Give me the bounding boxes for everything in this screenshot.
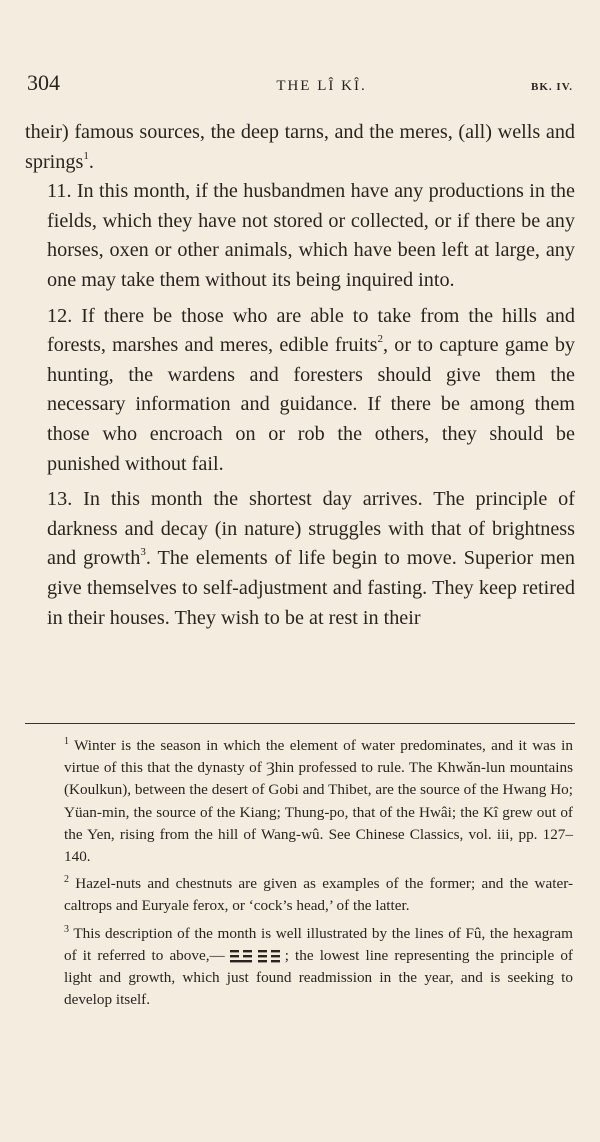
hexagram-broken-line-segment xyxy=(243,955,252,957)
hexagram-broken-line-segment xyxy=(258,955,267,957)
book-marker: BK. IV. xyxy=(531,81,573,93)
footnote-ref: 3 xyxy=(140,546,146,559)
footnote-mark: 2 xyxy=(64,874,69,886)
hexagram-icon xyxy=(228,946,282,964)
continuation-paragraph: their) famous sources, the deep tarns, and the meres, (all) wells and springs$^1$. xyxy=(25,121,576,173)
hexagram-broken-line-segment xyxy=(271,955,280,957)
footnote-mark: 1 xyxy=(64,736,69,747)
running-title: THE LÎ KÎ. xyxy=(276,78,367,94)
paragraph-11: 11. In this month, if the husbandmen have any productions in the fields, which they have not stored or collected, or if there be any horses, oxen or other animals, which have been left at large, any one may take them without its being inquired into. xyxy=(47,180,575,291)
hexagram-broken-line-segment xyxy=(243,950,252,952)
hexagram-broken-line-segment xyxy=(230,950,239,952)
hexagram-broken-line-segment xyxy=(258,950,267,952)
footnote-ref: 2 xyxy=(377,333,383,346)
text-line: (all) wells and springs xyxy=(25,121,576,173)
page-header xyxy=(27,70,573,100)
hexagram-broken-line-segment xyxy=(271,960,280,962)
hexagram-broken-line-segment xyxy=(271,950,280,952)
footnote-1: $^1$ Winter is the season in which the element of water predominates, and it was in virtue of this that the dynasty of Ȝhin professed to rule. The Khwǎn-lun mountains (Koulkun), between the desert of Gobi and Thibet, are the source of the Hwang Ho; Yüan-min, the source of the Kiang; Thung-po, that of the Hwâi; the Kî grew out of the Yen, rising from the hill of Wang-wû. See Chinese Classics, vol. iii, pp. 127–140. xyxy=(64,736,573,866)
hexagram-broken-line-segment xyxy=(230,955,239,957)
footnote-ref: 1 xyxy=(83,149,89,162)
footnotes xyxy=(48,735,573,1011)
main-text xyxy=(25,118,575,633)
text-line: their) famous sources, the deep tarns, and the meres, xyxy=(25,121,453,143)
hexagram-solid-line xyxy=(230,960,252,962)
hexagram-broken-line-segment xyxy=(258,960,267,962)
footnote-divider xyxy=(25,723,575,724)
footnote-3: $^3$ This description of the month is well illustrated by the lines of Fû, the hexagram of it referred to above,— ; the lowest line representing the principle of light and growth, which just found readmission in the year, and is seeking to develop itself. xyxy=(64,923,573,1009)
paragraph-12: 12. If there be those who are able to take from the hills and forests, marshes and meres, edible fruits$^2$, or to capture game by hunting, the wardens and foresters should give them the necessary information and guidance. If there be among them those who encroach on or rob the others, they should be punished without fail. xyxy=(47,304,576,475)
page-number: 304 xyxy=(27,70,60,95)
footnote-2: $^2$ Hazel-nuts and chestnuts are given as examples of the former; and the water-caltrops and Euryale ferox, or ‘cock’s head,’ of the latter. xyxy=(64,874,574,915)
paragraph-13: 13. In this month the shortest day arrives. The principle of darkness and decay (in nature) struggles with that of brightness and growth$^3$. The elements of life begin to move. Superior men give themselves to self-adjustment and fasting. They keep retired in their houses. They wish to be at rest in their xyxy=(47,488,575,629)
footnote-mark: 3 xyxy=(64,923,69,935)
